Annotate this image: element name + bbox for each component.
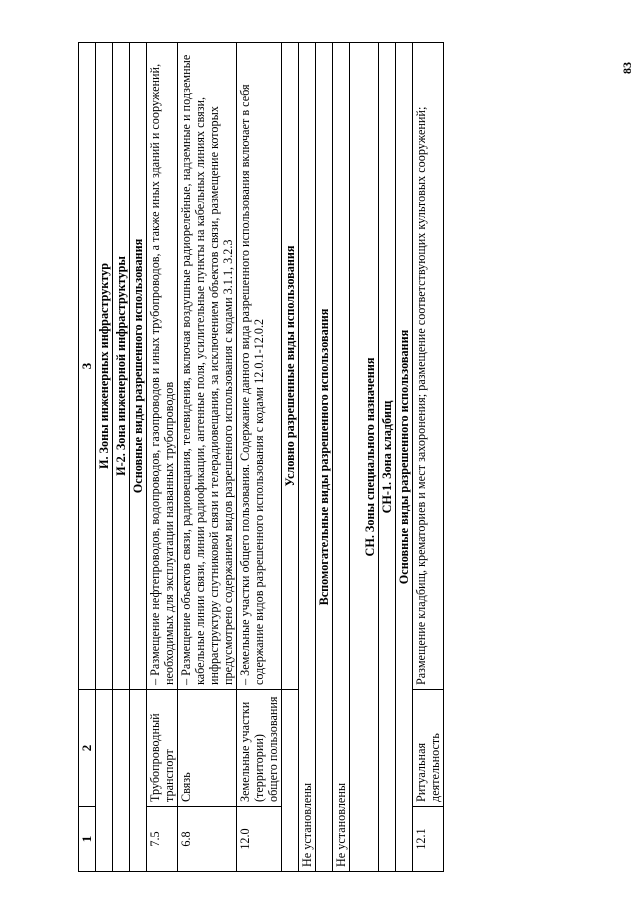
- row-description: Размещение кладбищ, крематориев и мест захоронения; размещение соответствующих культовых сооружений;: [413, 43, 444, 690]
- row-name: Трубопроводный транспорт: [147, 690, 178, 807]
- table-row: [237, 43, 282, 872]
- row-code: 6.8: [178, 807, 237, 872]
- section-row: [96, 43, 113, 872]
- section-row: [282, 43, 299, 872]
- table-row: [147, 43, 178, 872]
- header-col-3: 3: [79, 43, 96, 690]
- section-row: [130, 43, 147, 872]
- table-row: [299, 43, 316, 872]
- row-code: 12.1: [413, 807, 444, 872]
- row-name: Связь: [178, 690, 237, 807]
- section-row: [396, 43, 413, 872]
- table-row: [178, 43, 237, 872]
- table-row: [413, 43, 444, 872]
- header-row: [79, 43, 96, 872]
- section-row: [113, 43, 130, 872]
- section-zone-infra: И. Зоны инженерных инфраструктур: [96, 43, 113, 690]
- page-number: 83: [620, 62, 634, 74]
- row-description: – Размещение объектов связи, радиовещания, телевидения, включая воздушные радиорелейные, надземные и подземные кабельные линии связи, линии радиофикации, антенные поля, усилительные пункты на кабельных линиях связи, инфраструктуру спутниковой связи и телерадиовещания, за исключением объектов связи, размещение которых предусмотрено содержанием видов разрешенного использования с кодами 3.1.1, 3.2.3: [178, 43, 237, 690]
- not-set-text: Не установлены: [333, 43, 350, 872]
- row-name: Земельные участки (территории) общего пользования: [237, 690, 282, 807]
- section-aux-uses: Вспомогательные виды разрешенного использования: [316, 43, 333, 872]
- section-conditional-uses: Условно разрешенные виды использования: [282, 43, 299, 690]
- section-zone-sn1: СН-1. Зона кладбищ: [379, 43, 396, 872]
- section-zone-special: СН. Зоны специального назначения: [350, 43, 379, 872]
- section-main-uses: Основные виды разрешенного использования: [130, 43, 147, 690]
- row-description: – Размещение нефтепроводов, водопроводов, газопроводов и иных трубопроводов, а также иных зданий и сооружений, необходимых для эксплуатации названных трубопроводов: [147, 43, 178, 690]
- row-description: – Земельные участки общего пользования. Содержание данного вида разрешенного использования включает в себя содержание видов разрешенного использования с кодами 12.0.1-12.0.2: [237, 43, 282, 690]
- section-row: [350, 43, 379, 872]
- row-name: Ритуальная деятельность: [413, 690, 444, 807]
- section-row: [379, 43, 396, 872]
- section-zone-i2: И-2. Зона инженерной инфраструктуры: [113, 43, 130, 690]
- table-row: [333, 43, 350, 872]
- header-col-1: 1: [79, 807, 96, 872]
- section-row: [316, 43, 333, 872]
- section-main-uses-2: Основные виды разрешенного использования: [396, 43, 413, 872]
- row-code: 12.0: [237, 807, 282, 872]
- row-code: 7.5: [147, 807, 178, 872]
- not-set-text: Не установлены: [299, 43, 316, 872]
- rotated-table-container: [78, 42, 598, 872]
- land-use-table: [78, 42, 444, 872]
- header-col-2: 2: [79, 690, 96, 807]
